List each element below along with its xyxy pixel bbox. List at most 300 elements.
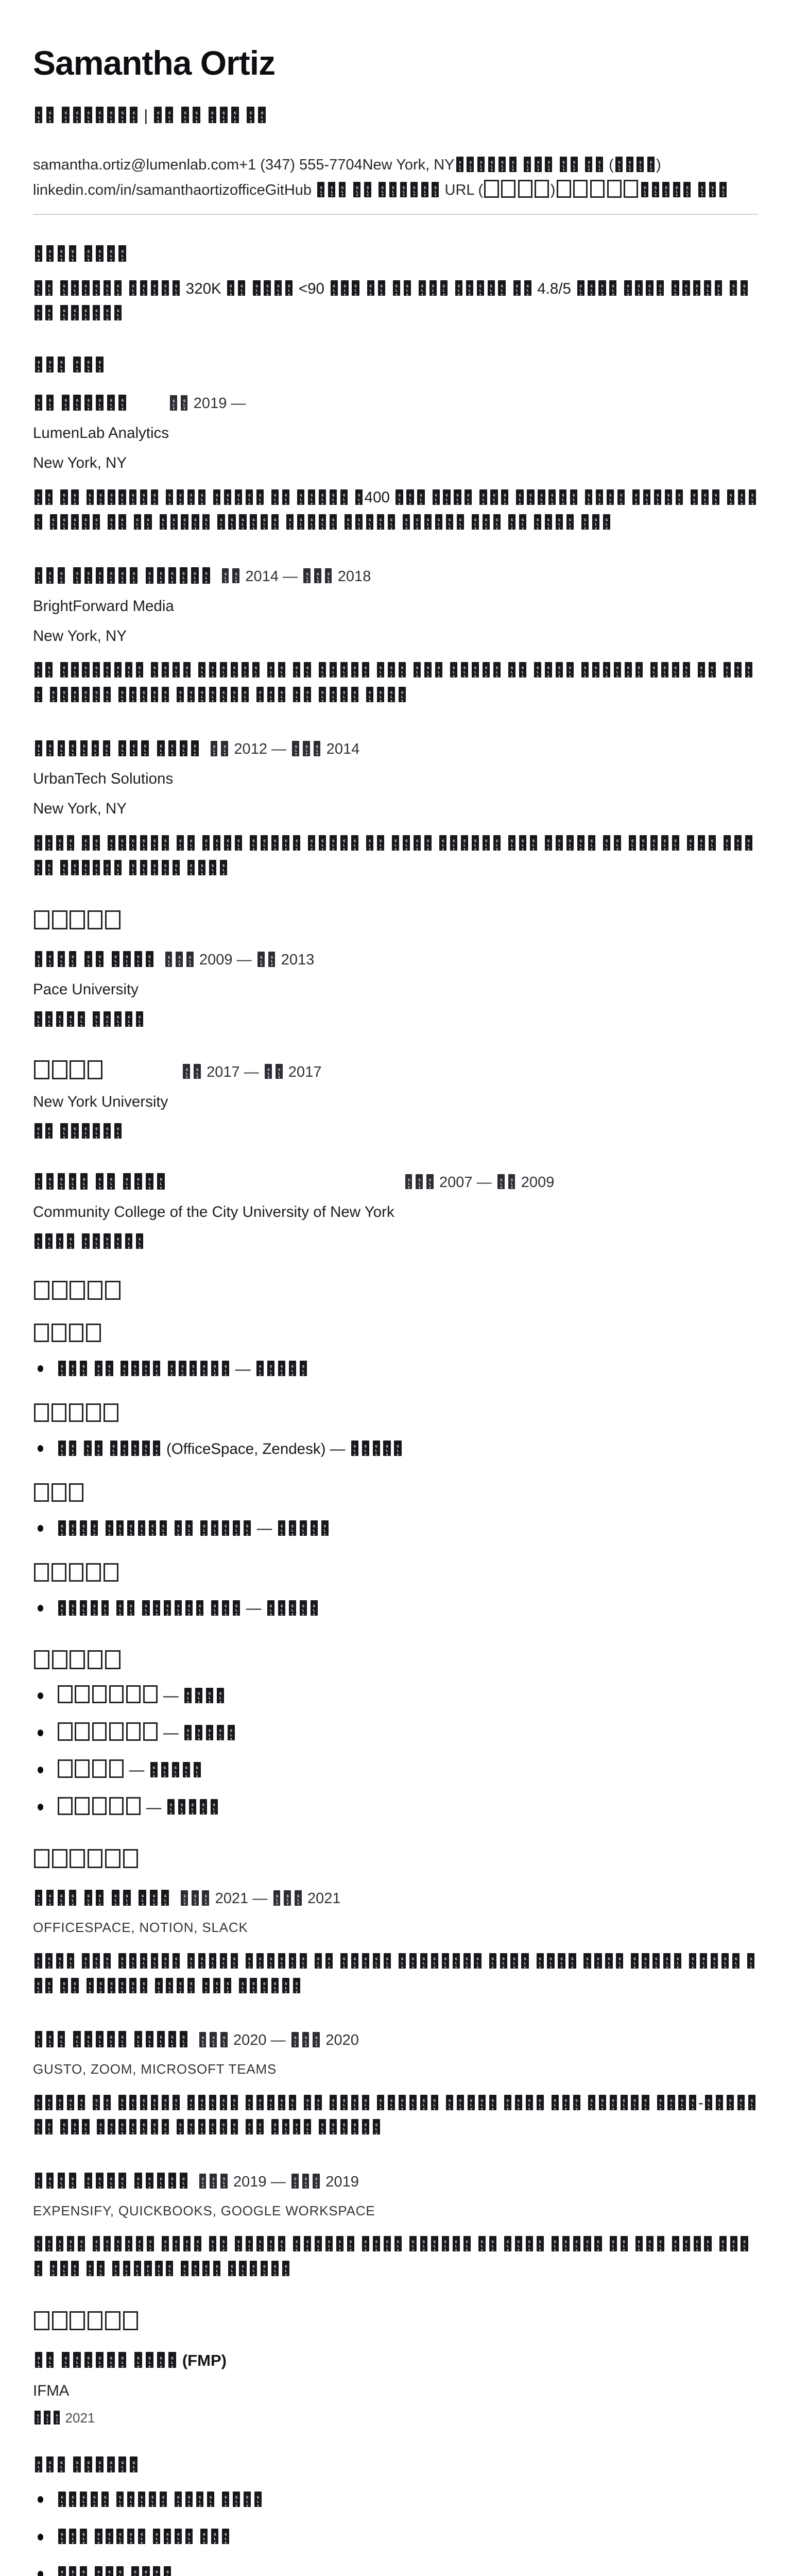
missing-glyph-box (340, 1953, 348, 1969)
missing-glyph-box (519, 514, 526, 530)
skills-heading (33, 1281, 758, 1301)
missing-glyph-box (187, 1953, 195, 1969)
missing-glyph-box (126, 1685, 141, 1704)
missing-glyph-box (45, 305, 53, 320)
missing-glyph-box (709, 182, 716, 197)
missing-glyph-box (34, 910, 49, 929)
missing-glyph-box (271, 1978, 279, 1993)
education-degree-title (33, 1173, 166, 1191)
missing-glyph-box (146, 1173, 153, 1190)
missing-glyph-box (621, 2095, 628, 2110)
missing-glyph-box (206, 1725, 213, 1740)
missing-glyph-box (60, 514, 67, 530)
missing-glyph-box (200, 2529, 208, 2544)
missing-glyph-box (46, 740, 54, 757)
missing-glyph-box (192, 514, 199, 530)
missing-glyph-box (45, 2119, 53, 2134)
missing-glyph-box (93, 2236, 100, 2251)
missing-glyph-box (153, 1600, 160, 1616)
missing-glyph-box (431, 2236, 438, 2251)
missing-glyph-box (116, 2566, 124, 2576)
missing-glyph-box (210, 2032, 217, 2047)
education-date: NO GLYPHNO GLYPHNO GLYPH 2007 — NO GLYPHNO GLYPH 2009 (403, 1174, 554, 1191)
missing-glyph-box (709, 662, 716, 677)
missing-glyph-box (293, 687, 300, 702)
missing-glyph-box (614, 835, 621, 851)
certification-entry (33, 2351, 758, 2426)
missing-glyph-box (151, 860, 158, 875)
missing-glyph-box (118, 2352, 126, 2368)
missing-glyph-box (93, 687, 100, 702)
missing-glyph-box (292, 741, 299, 756)
missing-glyph-box (211, 2529, 218, 2544)
missing-glyph-box (162, 1953, 169, 1969)
missing-glyph-box (108, 835, 115, 851)
missing-glyph-box (127, 1600, 134, 1616)
missing-glyph-box (302, 2174, 309, 2189)
education-area (33, 1123, 758, 1141)
missing-glyph-box (508, 514, 515, 530)
missing-glyph-box (140, 860, 147, 875)
education-school: New York University (33, 1093, 758, 1111)
education-degree-title (33, 950, 155, 968)
missing-glyph-box (304, 2119, 311, 2134)
missing-glyph-box (73, 2456, 81, 2473)
missing-glyph-box (192, 1890, 199, 1906)
missing-glyph-box (202, 514, 210, 530)
missing-glyph-box (70, 1650, 85, 1669)
missing-glyph-box (488, 280, 495, 296)
missing-glyph-box (34, 1483, 49, 1502)
missing-glyph-box (162, 2095, 169, 2110)
missing-glyph-box (116, 2492, 124, 2507)
missing-glyph-box (403, 514, 410, 530)
missing-glyph-box (127, 2529, 134, 2544)
missing-glyph-box (69, 740, 77, 757)
missing-glyph-box (198, 662, 205, 677)
project-title-row (33, 2030, 758, 2049)
missing-glyph-box (220, 107, 228, 123)
missing-glyph-box (121, 1440, 128, 1456)
missing-glyph-box (421, 182, 428, 197)
missing-glyph-box (213, 1978, 220, 1993)
missing-glyph-box (665, 489, 672, 505)
resume-header (33, 43, 758, 215)
missing-glyph-box (603, 835, 610, 851)
missing-glyph-box (211, 741, 218, 756)
missing-glyph-box (594, 1953, 601, 1969)
missing-glyph-box (196, 2492, 203, 2507)
missing-glyph-box (129, 835, 136, 851)
missing-glyph-box (493, 514, 501, 530)
missing-glyph-box (534, 514, 541, 530)
missing-glyph-box (166, 1978, 173, 1993)
missing-glyph-box (222, 1600, 229, 1616)
missing-glyph-box (52, 1281, 67, 1300)
missing-glyph-box (231, 687, 238, 702)
missing-glyph-box (170, 395, 177, 411)
project-entry (33, 2030, 758, 2140)
missing-glyph-box (351, 1440, 358, 1456)
missing-glyph-box (228, 1725, 235, 1740)
missing-glyph-box (603, 514, 610, 530)
missing-glyph-box (35, 2261, 42, 2276)
missing-glyph-box (289, 1361, 296, 1376)
missing-glyph-box (189, 1799, 196, 1815)
missing-glyph-box (261, 2261, 268, 2276)
missing-glyph-box (278, 687, 285, 702)
missing-glyph-box (96, 107, 104, 123)
missing-glyph-box (69, 1563, 84, 1582)
language-item: — NO GLYPHNO GLYPHNO GLYPHNO GLYPHNO GLYPH (33, 1759, 758, 1782)
missing-glyph-box (635, 280, 642, 296)
missing-glyph-box (178, 1799, 185, 1815)
missing-glyph-box (682, 280, 690, 296)
skill-item: NO GLYPHNO GLYPHNO GLYPH NO GLYPHNO GLYPH NO GLYPHNO GLYPHNO GLYPHNO GLYPH NO GLYPHNO GLYPHNO GLYPHNO GLYPHNO GLYPHNO GLYPH — NO GLYPHNO GLYPHNO GLYPHNO GLYPHNO GLYPH (33, 1358, 758, 1381)
missing-glyph-box (683, 182, 691, 197)
missing-glyph-box (45, 1953, 53, 1969)
missing-glyph-box (84, 2352, 92, 2368)
missing-glyph-box (150, 1890, 158, 1906)
missing-glyph-box (139, 1890, 146, 1906)
missing-glyph-box (440, 280, 448, 296)
missing-glyph-box (352, 280, 359, 296)
section-summary (33, 245, 758, 326)
missing-glyph-box (399, 2095, 406, 2110)
missing-glyph-box (123, 2261, 130, 2276)
missing-glyph-box (267, 1361, 274, 1376)
missing-glyph-box (232, 568, 239, 584)
missing-glyph-box (118, 740, 126, 757)
missing-glyph-box (222, 1520, 229, 1536)
missing-glyph-box (87, 489, 94, 505)
missing-glyph-box (140, 1953, 147, 1969)
missing-glyph-box (86, 1403, 101, 1422)
job-title (33, 567, 212, 585)
missing-glyph-box (583, 1953, 591, 1969)
missing-glyph-box (221, 741, 228, 756)
missing-glyph-box (108, 489, 115, 505)
missing-glyph-box (175, 2492, 182, 2507)
missing-glyph-box (220, 2174, 228, 2189)
missing-glyph-box (195, 1725, 202, 1740)
missing-glyph-box (209, 687, 216, 702)
missing-glyph-box (52, 1060, 67, 1079)
missing-glyph-box (200, 1361, 208, 1376)
missing-glyph-box (319, 2119, 326, 2134)
missing-glyph-box (183, 2236, 191, 2251)
missing-glyph-box (632, 489, 640, 505)
missing-glyph-box (144, 514, 151, 530)
missing-glyph-box (224, 1978, 231, 1993)
missing-glyph-box (157, 1173, 165, 1190)
missing-glyph-box (278, 1520, 285, 1536)
certification-title-row (33, 2351, 758, 2370)
missing-glyph-box (282, 2119, 289, 2134)
missing-glyph-box (304, 2095, 311, 2110)
missing-glyph-box (35, 357, 43, 373)
missing-glyph-box (414, 514, 421, 530)
missing-glyph-box (693, 280, 700, 296)
missing-glyph-box (71, 2261, 78, 2276)
missing-glyph-box (508, 835, 515, 851)
education-school: Community College of the City University of New York (33, 1204, 758, 1221)
missing-glyph-box (155, 1978, 162, 1993)
interest-item (33, 2489, 758, 2512)
missing-glyph-box (300, 1361, 307, 1376)
missing-glyph-box (388, 662, 395, 677)
job-title-row (33, 567, 758, 585)
missing-glyph-box (362, 2095, 369, 2110)
missing-glyph-box (91, 1520, 98, 1536)
missing-glyph-box (35, 1123, 42, 1139)
missing-glyph-box (173, 662, 180, 677)
missing-glyph-box (209, 2095, 216, 2110)
missing-glyph-box (96, 2352, 104, 2368)
project-title (33, 2030, 189, 2048)
missing-glyph-box (652, 1953, 660, 1969)
missing-glyph-box (153, 1440, 160, 1456)
missing-glyph-box (69, 1324, 84, 1342)
missing-glyph-box (96, 245, 104, 262)
missing-glyph-box (291, 2174, 299, 2189)
missing-glyph-box (432, 182, 439, 197)
missing-glyph-box (58, 2492, 65, 2507)
missing-glyph-box (377, 835, 384, 851)
missing-glyph-box (123, 951, 131, 968)
missing-glyph-box (170, 514, 178, 530)
missing-glyph-box (220, 1953, 227, 1969)
skill-group (33, 1324, 758, 1381)
missing-glyph-box (573, 2236, 580, 2251)
missing-glyph-box (704, 2236, 711, 2251)
missing-glyph-box (409, 2236, 417, 2251)
missing-glyph-box (673, 182, 680, 197)
missing-glyph-box (93, 280, 100, 296)
missing-glyph-box (131, 1361, 139, 1376)
missing-glyph-box (168, 1361, 175, 1376)
missing-glyph-box (181, 107, 189, 123)
missing-glyph-box (314, 741, 321, 756)
missing-glyph-box (609, 280, 616, 296)
missing-glyph-box (157, 740, 165, 757)
missing-glyph-box (69, 245, 77, 262)
missing-glyph-box (321, 1520, 329, 1536)
missing-glyph-box (308, 514, 315, 530)
missing-glyph-box (84, 2173, 92, 2189)
missing-glyph-box (222, 568, 229, 584)
missing-glyph-box (314, 568, 321, 584)
missing-glyph-box (207, 2492, 214, 2507)
missing-glyph-box (143, 1722, 158, 1741)
missing-glyph-box (84, 395, 92, 411)
missing-glyph-box (631, 2095, 638, 2110)
missing-glyph-box (168, 2173, 176, 2189)
missing-glyph-box (474, 1953, 481, 1969)
missing-glyph-box (104, 687, 111, 702)
missing-glyph-box (222, 2529, 229, 2544)
missing-glyph-box (108, 2119, 115, 2134)
missing-glyph-box (721, 1953, 729, 1969)
missing-glyph-box (106, 1361, 113, 1376)
missing-glyph-box (118, 835, 126, 851)
missing-glyph-box (109, 1685, 124, 1704)
missing-glyph-box (302, 2032, 309, 2047)
missing-glyph-box (131, 2566, 139, 2576)
missing-glyph-box (340, 489, 348, 505)
missing-glyph-box (477, 280, 484, 296)
missing-glyph-box (183, 662, 191, 677)
missing-glyph-box (678, 2095, 685, 2110)
missing-glyph-box (167, 1799, 175, 1815)
missing-glyph-box (504, 2236, 511, 2251)
missing-glyph-box (78, 2095, 85, 2110)
missing-glyph-box (683, 2236, 690, 2251)
missing-glyph-box (537, 2095, 544, 2110)
missing-glyph-box (366, 687, 373, 702)
missing-glyph-box (45, 860, 53, 875)
missing-glyph-box (278, 1361, 285, 1376)
missing-glyph-box (56, 2236, 63, 2251)
missing-glyph-box (211, 1600, 218, 1616)
missing-glyph-box (657, 2095, 664, 2110)
missing-glyph-box (373, 1953, 380, 1969)
project-entry (33, 1889, 758, 1998)
missing-glyph-box (168, 2352, 176, 2368)
skill-group (33, 1483, 758, 1540)
missing-glyph-box (80, 1600, 87, 1616)
missing-glyph-box (96, 2031, 104, 2047)
missing-glyph-box (104, 1563, 118, 1582)
missing-glyph-box (501, 180, 515, 198)
missing-glyph-box (267, 662, 274, 677)
missing-glyph-box (104, 1123, 111, 1139)
missing-glyph-box (641, 182, 648, 197)
missing-glyph-box (244, 1520, 251, 1536)
missing-glyph-box (202, 835, 210, 851)
missing-glyph-box (588, 280, 595, 296)
missing-glyph-box (118, 2031, 126, 2047)
missing-glyph-box (556, 662, 563, 677)
missing-glyph-box (35, 662, 42, 677)
missing-glyph-box (534, 662, 541, 677)
missing-glyph-box (378, 280, 385, 296)
missing-glyph-box (209, 107, 216, 123)
missing-glyph-box (231, 662, 238, 677)
missing-glyph-box (45, 1233, 53, 1249)
missing-glyph-box (186, 952, 194, 967)
missing-glyph-box (35, 835, 42, 851)
missing-glyph-box (177, 2119, 184, 2134)
missing-glyph-box (727, 2095, 734, 2110)
missing-glyph-box (69, 2529, 76, 2544)
job-company: LumenLab Analytics (33, 425, 758, 442)
missing-glyph-box (69, 2173, 77, 2189)
missing-glyph-box (607, 180, 622, 198)
certification-issuer: IFMA (33, 2382, 758, 2400)
missing-glyph-box (160, 2492, 167, 2507)
missing-glyph-box (71, 305, 78, 320)
project-entry (33, 2172, 758, 2282)
missing-glyph-box (104, 280, 111, 296)
missing-glyph-box (45, 835, 53, 851)
job-location: New York, NY (33, 800, 758, 818)
missing-glyph-box (340, 662, 348, 677)
missing-glyph-box (140, 489, 147, 505)
missing-glyph-box (157, 567, 165, 584)
missing-glyph-box (82, 662, 89, 677)
missing-glyph-box (478, 2095, 486, 2110)
missing-glyph-box (406, 489, 414, 505)
missing-glyph-box (328, 182, 335, 197)
missing-glyph-box (69, 1483, 84, 1502)
missing-glyph-box (71, 860, 78, 875)
missing-glyph-box (118, 489, 126, 505)
missing-glyph-box (146, 2352, 153, 2368)
missing-glyph-box (233, 2492, 240, 2507)
missing-glyph-box (351, 835, 358, 851)
missing-glyph-box (291, 2032, 299, 2047)
missing-glyph-box (46, 2031, 54, 2047)
missing-glyph-box (463, 1953, 471, 1969)
missing-glyph-box (176, 952, 183, 967)
missing-glyph-box (233, 1600, 240, 1616)
missing-glyph-box (71, 662, 78, 677)
project-title-row (33, 2172, 758, 2191)
missing-glyph-box (271, 2119, 279, 2134)
missing-glyph-box (479, 489, 487, 505)
missing-glyph-box (610, 2236, 617, 2251)
missing-glyph-box (82, 835, 89, 851)
missing-glyph-box (278, 2095, 285, 2110)
interest-item (33, 2526, 758, 2549)
missing-glyph-box (657, 280, 664, 296)
language-item: — NO GLYPHNO GLYPHNO GLYPHNO GLYPHNO GLYPH (33, 1722, 758, 1744)
missing-glyph-box (443, 489, 450, 505)
missing-glyph-box (202, 1890, 209, 1906)
missing-glyph-box (256, 2119, 264, 2134)
missing-glyph-box (483, 835, 490, 851)
missing-glyph-box (355, 514, 363, 530)
missing-glyph-box (134, 2261, 141, 2276)
missing-glyph-box (472, 662, 479, 677)
missing-glyph-box (217, 1725, 224, 1740)
missing-glyph-box (58, 1600, 65, 1616)
missing-glyph-box (400, 182, 407, 197)
missing-glyph-box (180, 2173, 187, 2189)
missing-glyph-box (265, 1064, 272, 1079)
missing-glyph-box (129, 687, 136, 702)
missing-glyph-box (173, 1953, 180, 1969)
header-divider (33, 214, 758, 215)
missing-glyph-box (737, 2095, 745, 2110)
missing-glyph-box (177, 835, 184, 851)
missing-glyph-box (80, 2492, 87, 2507)
missing-glyph-box (228, 2261, 235, 2276)
missing-glyph-box (573, 180, 588, 198)
missing-glyph-box (45, 1978, 53, 1993)
missing-glyph-box (92, 1722, 107, 1741)
missing-glyph-box (35, 567, 43, 584)
missing-glyph-box (149, 2492, 156, 2507)
missing-glyph-box (293, 1978, 300, 1993)
missing-glyph-box (654, 489, 661, 505)
missing-glyph-box (187, 1978, 195, 1993)
missing-glyph-box (60, 1978, 67, 1993)
missing-glyph-box (118, 2119, 126, 2134)
missing-glyph-box (515, 2095, 522, 2110)
missing-glyph-box (96, 2456, 104, 2473)
